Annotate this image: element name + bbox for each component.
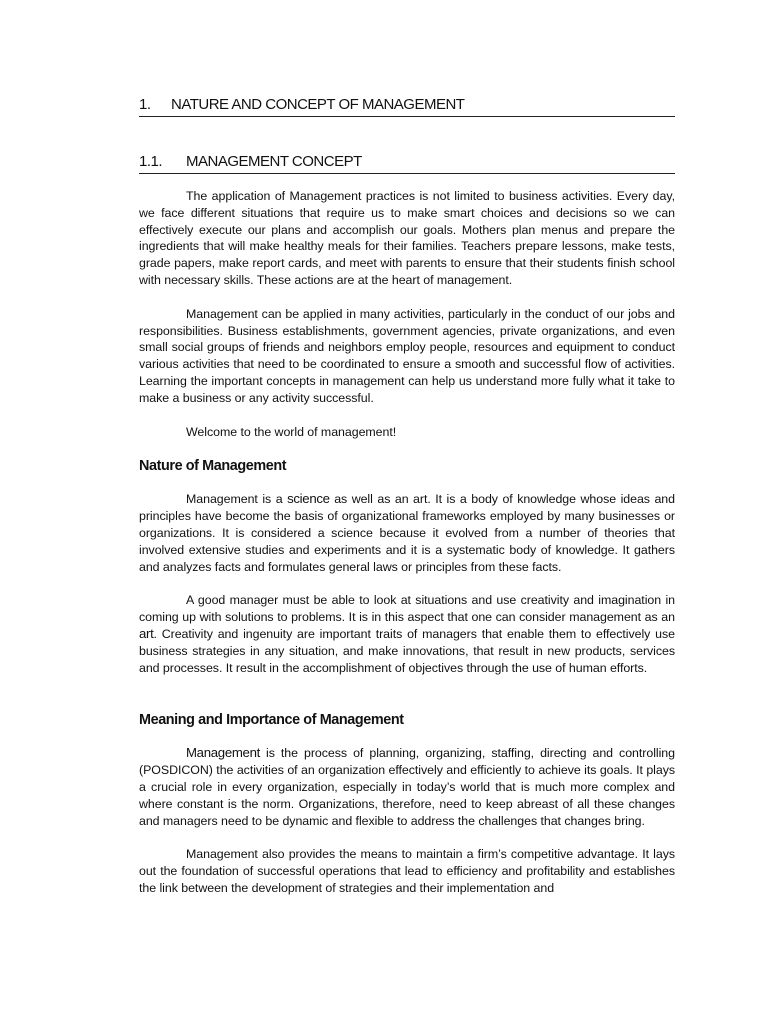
meaning-paragraph-2: Management also provides the means to maintain a firm’s competitive advantage. It lays out the foundation of successful operations that lead to efficiency and profitability and establishes the link between the development of strategies and their implementation and	[139, 847, 675, 895]
intro-paragraph-1: The application of Management practices is not limited to business activities. Every day, we face different situations that require us to make smart choices and decisions so we can effectively execute our plans and accomplish our goals. Mothers plan menus and prepare the ingredients that will make healthy meals for their families. Teachers prepare lessons, make tests, grade papers, make report cards, and meet with parents to ensure that their students finish school with necessary skills. These actions are at the heart of management.	[139, 189, 675, 287]
section-title: MANAGEMENT CONCEPT	[186, 153, 362, 170]
nature-heading: Nature of Management	[139, 458, 287, 475]
nature-p1-pre: Management is a	[186, 492, 288, 507]
nature-paragraph-2	[139, 592, 675, 676]
meaning-heading: Meaning and Importance of Management	[139, 712, 404, 729]
art-keyword: art	[139, 625, 154, 641]
section-heading	[139, 153, 675, 174]
meaning-p1-post: is the process of planning, organizing, staffing, directing and controlling (POSDICON) the activities of an organization effectively and efficiently to achieve its goals. It plays a crucial role in every organization, especially in today’s world that is much more complex and where constant is the norm. Organizations, therefore, need to keep abreast of all these changes and managers need to be dynamic and flexible to address the challenges that changes bring.	[139, 746, 675, 828]
chapter-title: NATURE AND CONCEPT OF MANAGEMENT	[171, 96, 465, 113]
nature-p1-post: as well as an art. It is a body of knowledge whose ideas and principles have become the basis of organizational frameworks employed by many businesses or organizations. It is considered a science because it evolved from a number of theories that involved extensive studies and experiments and it is a systematic body of knowledge. It gathers and analyzes facts and formulates general laws or principles from these facts.	[139, 492, 675, 574]
meaning-paragraph-1	[139, 745, 675, 829]
section-number: 1.1.	[139, 153, 163, 170]
intro-paragraph-3: Welcome to the world of management!	[186, 424, 397, 439]
nature-paragraph-1	[139, 491, 675, 575]
intro-paragraph-2: Management can be applied in many activities, particularly in the conduct of our jobs and responsibilities. Business establishments, government agencies, private organizations, and even small social groups of friends and neighbors employ people, resources and equipment to conduct various activities that need to be coordinated to ensure a smooth and successful flow of activities. Learning the important concepts in management can help us understand more fully what it take to make a business or any activity successful.	[139, 306, 675, 405]
management-keyword: Management	[186, 745, 260, 761]
nature-p2-pre: A good manager must be able to look at situations and use creativity and imagination in coming up with solutions to problems. It is in this aspect that one can consider management as an	[139, 593, 675, 625]
nature-p2-post: . Creativity and ingenuity are important traits of managers that enable them to effectively use business strategies in any situation, and make innovations, that result in new products, services and processes. It result in the accomplishment of objectives through the use of human efforts.	[139, 626, 675, 675]
chapter-number: 1.	[139, 96, 151, 113]
science-keyword: science	[287, 491, 330, 507]
chapter-heading	[139, 96, 675, 117]
document-page	[139, 96, 675, 897]
